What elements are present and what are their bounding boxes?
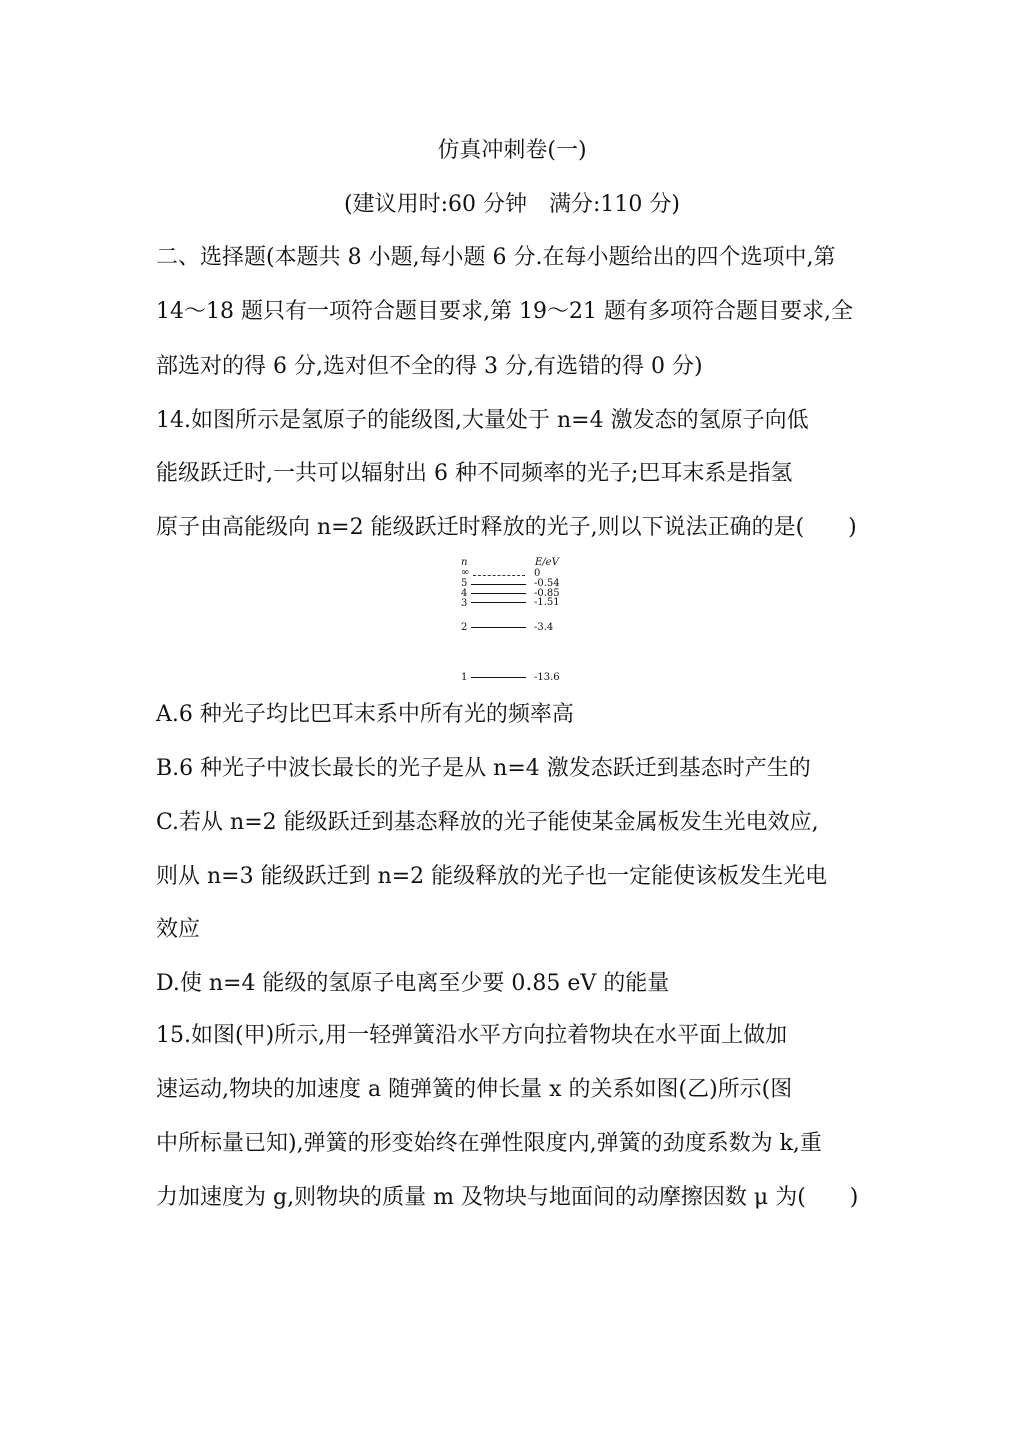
energy-level-line xyxy=(471,593,526,594)
q15-stem-line: 15.如图(甲)所示,用一轻弹簧沿水平方向拉着物块在水平面上做加 xyxy=(156,1023,788,1048)
level-energy-label: -13.6 xyxy=(534,672,560,683)
q14-option-d: D.使 n=4 能级的氢原子电离至少要 0.85 eV 的能量 xyxy=(156,971,670,996)
level-energy-label: -0.85 xyxy=(534,588,560,599)
q14-option-c: C.若从 n=2 能级跃迁到基态释放的光子能使某金属板发生光电效应, xyxy=(156,810,819,835)
energy-level-diagram xyxy=(455,556,595,688)
energy-level-line xyxy=(471,584,526,585)
level-n-label: 5 xyxy=(461,578,468,589)
section-intro-line: 二、选择题(本题共 8 小题,每小题 6 分.在每小题给出的四个选项中,第 xyxy=(156,245,836,270)
energy-level-line xyxy=(471,602,526,603)
q14-option-c-cont: 效应 xyxy=(156,917,201,942)
page-title: 仿真冲刺卷(一) xyxy=(437,138,587,163)
q14-stem-line: 14.如图所示是氢原子的能级图,大量处于 n=4 激发态的氢原子向低 xyxy=(156,408,809,433)
section-intro-line: 部选对的得 6 分,选对但不全的得 3 分,有选错的得 0 分) xyxy=(156,354,703,379)
energy-level-line xyxy=(471,677,526,678)
level-energy-label: 0 xyxy=(534,568,541,579)
level-energy-label: -0.54 xyxy=(534,578,560,589)
level-n-label: 3 xyxy=(461,598,468,609)
q15-stem-line: 中所标量已知),弹簧的形变始终在弹性限度内,弹簧的劲度系数为 k,重 xyxy=(156,1131,822,1156)
q14-stem-line: 原子由高能级向 n=2 能级跃迁时释放的光子,则以下说法正确的是( ) xyxy=(156,515,857,540)
diagram-e-header: E/eV xyxy=(535,557,559,568)
q15-stem-line: 力加速度为 g,则物块的质量 m 及物块与地面间的动摩擦因数 μ 为( ) xyxy=(156,1185,859,1210)
diagram-n-header: n xyxy=(461,557,468,568)
level-n-label: 4 xyxy=(461,588,468,599)
q14-option-b: B.6 种光子中波长最长的光子是从 n=4 激发态跃迁到基态时产生的 xyxy=(156,756,811,781)
level-n-label: ∞ xyxy=(461,567,470,578)
level-energy-label: -3.4 xyxy=(534,622,554,633)
q14-option-c-cont: 则从 n=3 能级跃迁到 n=2 能级释放的光子也一定能使该板发生光电 xyxy=(156,864,828,889)
level-n-label: 2 xyxy=(461,622,468,633)
level-n-label: 1 xyxy=(461,672,468,683)
section-intro-line: 14～18 题只有一项符合题目要求,第 19～21 题有多项符合题目要求,全 xyxy=(156,299,853,324)
q14-stem-line: 能级跃迁时,一共可以辐射出 6 种不同频率的光子;巴耳末系是指氢 xyxy=(156,461,793,486)
energy-level-line xyxy=(473,575,525,576)
energy-level-line xyxy=(471,627,526,628)
page-subtitle: (建议用时:60 分钟 满分:110 分) xyxy=(344,192,680,217)
level-energy-label: -1.51 xyxy=(534,597,560,608)
q15-stem-line: 速运动,物块的加速度 a 随弹簧的伸长量 x 的关系如图(乙)所示(图 xyxy=(156,1077,793,1102)
q14-option-a: A.6 种光子均比巴耳末系中所有光的频率高 xyxy=(156,702,574,727)
